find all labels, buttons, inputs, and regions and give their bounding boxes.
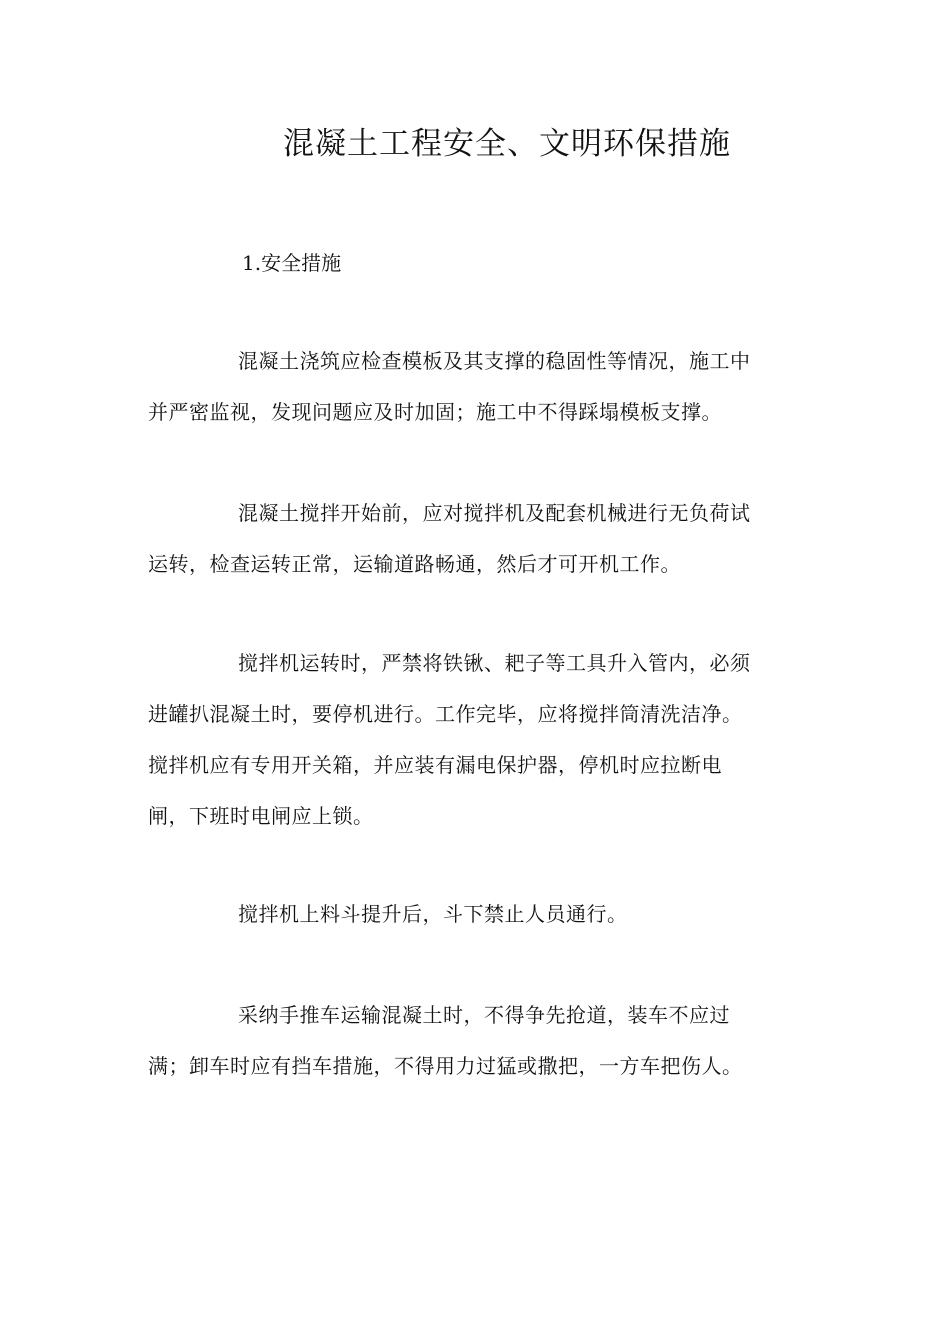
paragraph-line: 搅拌机上料斗提升后，斗下禁止人员通行。 [238,902,628,926]
paragraph-mixer-operation [148,638,808,842]
paragraph-hopper-safety [148,889,808,940]
paragraph-line: 混凝土浇筑应检查模板及其支撑的稳固性等情况，施工中 [238,349,751,373]
paragraph-line: 采纳手推车运输混凝土时，不得争先抢道，装车不应过 [238,1003,730,1027]
paragraph-line: 搅拌机运转时，严禁将铁锹、耙子等工具升入管内，必须 [238,651,751,675]
paragraph-line: 搅拌机应有专用开关箱，并应装有漏电保护器，停机时应拉断电 [148,753,722,777]
document-title: 混凝土工程安全、文明环保措施 [283,126,731,162]
paragraph-mixer-trial-run [148,488,808,590]
paragraph-line: 并严密监视，发现问题应及时加固；施工中不得踩塌模板支撑。 [148,400,722,424]
paragraph-line: 满；卸车时应有挡车措施，不得用力过猛或撒把，一方车把伤人。 [148,1054,743,1078]
paragraph-handcart-transport [148,990,808,1092]
section-heading-safety: 1.安全措施 [242,251,342,275]
paragraph-line: 运转，检查运转正常，运输道路畅通，然后才可开机工作。 [148,552,681,576]
paragraph-line: 进罐扒混凝土时，要停机进行。工作完毕，应将搅拌筒清洗洁净。 [148,702,743,726]
paragraph-formwork-inspection [148,336,808,438]
paragraph-line: 闸，下班时电闸应上锁。 [148,804,374,828]
paragraph-line: 混凝土搅拌开始前，应对搅拌机及配套机械进行无负荷试 [238,501,751,525]
